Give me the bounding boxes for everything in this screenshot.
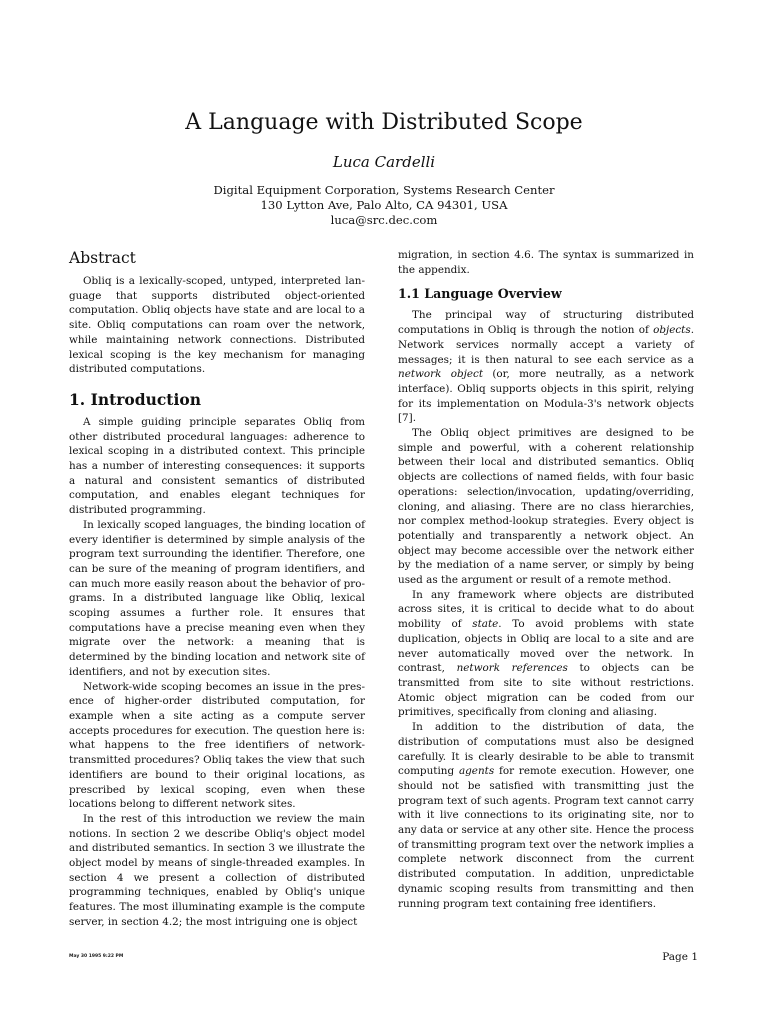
text-run: . To avoid problems with state duplication, objects in Obliq are local to a site and are never automatically moved over the network. In contrast, [398, 618, 695, 675]
section-heading-introduction: 1. Introduction [69, 389, 201, 409]
author-email: luca@src.dec.com [330, 213, 438, 227]
affiliation-line: Digital Equipment Corporation, Systems Research Center [213, 183, 555, 197]
paragraph: In the rest of this introduction we review the main notions. In section 2 we describe Obliq's object model and distributed semantics. In section 3 we illustrate the object model by means of single-threaded examples. In section 4 we present a collection of distributed programming techniques, enabled by Obliq's unique features. The most illuminating example is the compute server, in section 4.2; the most intriguing one is object [69, 812, 365, 928]
emphasis: objects [653, 324, 691, 337]
abstract-heading: Abstract [69, 249, 136, 267]
page-number: Page 1 [662, 951, 698, 963]
text-run: . Network services normally accept a variety of messages; it is then natural to see each service as a [398, 324, 694, 366]
text-run: In any framework where objects are distributed across sites, it is critical to decide what to do about mobility of [398, 588, 694, 631]
abstract-text: Obliq is a lexically-scoped, untyped, interpreted language that supports distributed object-oriented computation. Obliq objects have state and are local to a site. Obliq computations can roam over the network, while maintaining network connections. Distributed lexical scoping is the key mechanism for managing distributed computations. [69, 275, 365, 376]
print-timestamp: May 30 1995 9:22 PM [69, 954, 124, 959]
paragraph: A simple guiding principle separates Obliq from other distributed procedural languages: adherence to lexical scoping in a distributed context. This principle has a number of interesting consequences: it supports a natural and consistent semantics of distributed computation, and enables elegant techniques for distributed programming. [69, 415, 365, 517]
paragraph: In lexically scoped languages, the binding location of every identifier is determined by simple analysis of the program text surrounding the identifier. Therefore, one can be sure of the meaning of program identifiers, and can much more easily reason about the behavior of programs. In a distributed language like Obliq, lexical scoping assumes a further role. It ensures that computations have a precise meaning even when they migrate over the network: a meaning that is determined by the binding location and network site of identifiers, and not by execution sites. [69, 518, 365, 678]
paragraph: Network-wide scoping becomes an issue in the presence of higher-order distributed computation, for example when a site acting as a compute server accepts procedures for execution. The question here is: what happens to the free identifiers of network-transmitted procedures? Obliq takes the view that such identifiers are bound to their original locations, as prescribed by lexical scoping, even when these locations belong to different network sites. [69, 680, 365, 811]
paragraph [398, 720, 694, 911]
emphasis: state [472, 618, 499, 631]
affiliation-line: 130 Lytton Ave, Palo Alto, CA 94301, USA [260, 198, 508, 212]
paragraph [398, 588, 694, 720]
text-run: (or, more neutrally, as a network interface). Obliq supports objects in this spirit, relying for its implementation on Modula-3's network objects [7]. [398, 368, 694, 425]
paragraph-continued: migration, in section 4.6. The syntax is summarized in the appendix. [398, 249, 694, 276]
paper-title: A Language with Distributed Scope [185, 110, 583, 135]
text-run: for remote execution. However, one should not be satisfied with transmitting just the program text of such agents. Program text cannot carry with it live connections to its originating site, nor to any data or service at any other site. Hence the process of transmitting program text over the network implies a complete network disconnect from the current distributed computation. In addition, unpredictable dynamic scoping results from transmitting and then running program text containing free identifiers. [398, 765, 694, 910]
text-run: In addition to the distribution of data, the distribution of computations must also be designed carefully. It is clearly desirable to be able to transmit computing [398, 721, 694, 778]
emphasis: agents [458, 765, 495, 778]
right-column [398, 248, 694, 911]
emphasis: network references [456, 662, 568, 675]
left-column [69, 248, 365, 930]
emphasis: network object [398, 368, 484, 381]
text-run: to objects can be transmitted from site to site without restrictions. Atomic object migration can be coded from our primitives, specifically from cloning and aliasing. [398, 662, 694, 719]
affiliation [0, 183, 768, 228]
subsection-heading-language-overview: 1.1 Language Overview [398, 286, 562, 302]
author-name: Luca Cardelli [332, 153, 436, 171]
paragraph: The Obliq object primitives are designed to be simple and powerful, with a coherent relationship between their local and distributed semantics. Obliq objects are collections of named fields, with four basic operations: selection/invocation, updating/overriding, cloning, and aliasing. There are no class hierarchies, nor complex method-lookup strategies. Every object is potentially and transparently a network object. An object may become accessible over the network either by the mediation of a name server, or simply by being used as the argument or result of a remote method. [398, 427, 694, 587]
paragraph [398, 308, 694, 426]
text-run: The principal way of structuring distributed computations in Obliq is through the notion of [398, 309, 694, 337]
